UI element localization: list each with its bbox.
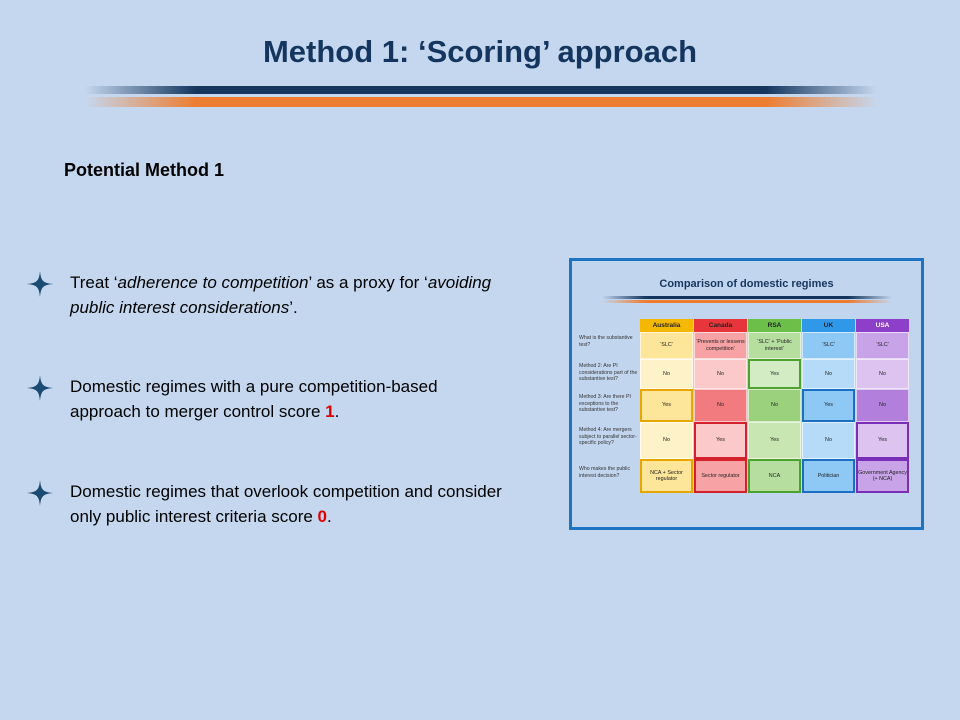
bullet-1-pre: Treat ‘ — [70, 273, 118, 292]
table-cell: No — [694, 389, 747, 422]
comparison-figure — [569, 258, 924, 530]
column-header: RSA — [748, 319, 801, 332]
table-cell: No — [802, 422, 855, 459]
bullet-3-post: . — [327, 507, 332, 526]
star-bullet-icon — [26, 270, 54, 298]
star-bullet-icon — [26, 479, 54, 507]
table-cell: Politician — [802, 459, 855, 493]
table-cell: Yes — [640, 389, 693, 422]
table-cell: Government Agency (+ NCA) — [856, 459, 909, 493]
table-cell: ‘Prevents or lessens competition’ — [694, 332, 747, 359]
table-cell: Yes — [694, 422, 747, 459]
bullet-1-text — [70, 270, 510, 320]
table-cell: No — [748, 389, 801, 422]
column-header: UK — [802, 319, 855, 332]
title-rule-navy — [85, 86, 877, 94]
slide-title: Method 1: ‘Scoring’ approach — [262, 34, 698, 69]
table-cell: ‘SLC’ — [640, 332, 693, 359]
table-cell: ‘SLC’ — [802, 332, 855, 359]
bullet-2-score: 1 — [325, 402, 335, 421]
question-label: What is the substantive test? — [579, 335, 633, 348]
bullet-1-em2: avoiding public interest considerations — [70, 273, 492, 317]
table-cell: Yes — [802, 389, 855, 422]
column-header: Canada — [694, 319, 747, 332]
bullet-2-post: . — [334, 402, 340, 421]
column-header: USA — [856, 319, 909, 332]
column-rsa — [748, 319, 801, 479]
column-canada — [694, 319, 747, 479]
column-uk — [802, 319, 855, 479]
table-cell: ‘SLC’ + ‘Public interest’ — [748, 332, 801, 359]
table-cell: NCA + Sector regulator — [640, 459, 693, 493]
table-cell: Yes — [748, 422, 801, 459]
figure-title: Comparison of domestic regimes — [659, 278, 834, 290]
table-cell: No — [802, 359, 855, 389]
column-header: Australia — [640, 319, 693, 332]
table-cell: No — [640, 422, 693, 459]
question-label: Method 2: Are PI considerations part of the substantive test? — [579, 363, 638, 382]
bullet-1-mid: ’ as a proxy for ‘ — [308, 273, 428, 292]
bullet-2-pre: Domestic regimes with a pure competition-based approach to merger control score — [70, 377, 438, 421]
figure-rule-navy — [602, 296, 892, 299]
bullet-3-pre: Domestic regimes that overlook competition and consider only public interest criteria score — [70, 482, 502, 526]
table-cell: No — [856, 389, 909, 422]
figure-rule-orange — [602, 300, 892, 303]
bullet-1-post: ’. — [289, 298, 298, 317]
bullet-2-text — [70, 374, 510, 424]
table-cell: Sector regulator — [694, 459, 747, 493]
bullet-3-score: 0 — [317, 507, 328, 526]
star-bullet-icon — [26, 374, 54, 402]
table-cell: No — [640, 359, 693, 389]
table-cell: No — [856, 359, 909, 389]
title-rule-orange — [85, 97, 877, 107]
question-label: Method 4: Are mergers subject to parallel sector-specific policy? — [579, 427, 637, 446]
bullet-3-text — [70, 479, 510, 529]
slide-subtitle: Potential Method 1 — [64, 160, 225, 180]
bullet-1-em1: adherence to competition — [117, 273, 309, 292]
question-label: Who makes the public interest decision? — [579, 466, 631, 479]
table-cell: ‘SLC’ — [856, 332, 909, 359]
column-australia — [640, 319, 693, 482]
table-cell: No — [694, 359, 747, 389]
column-usa — [856, 319, 909, 482]
question-label: Method 3: Are there PI exceptions to the substantive test? — [579, 394, 631, 413]
table-cell: Yes — [856, 422, 909, 459]
table-cell: Yes — [748, 359, 801, 389]
table-cell: NCA — [748, 459, 801, 493]
